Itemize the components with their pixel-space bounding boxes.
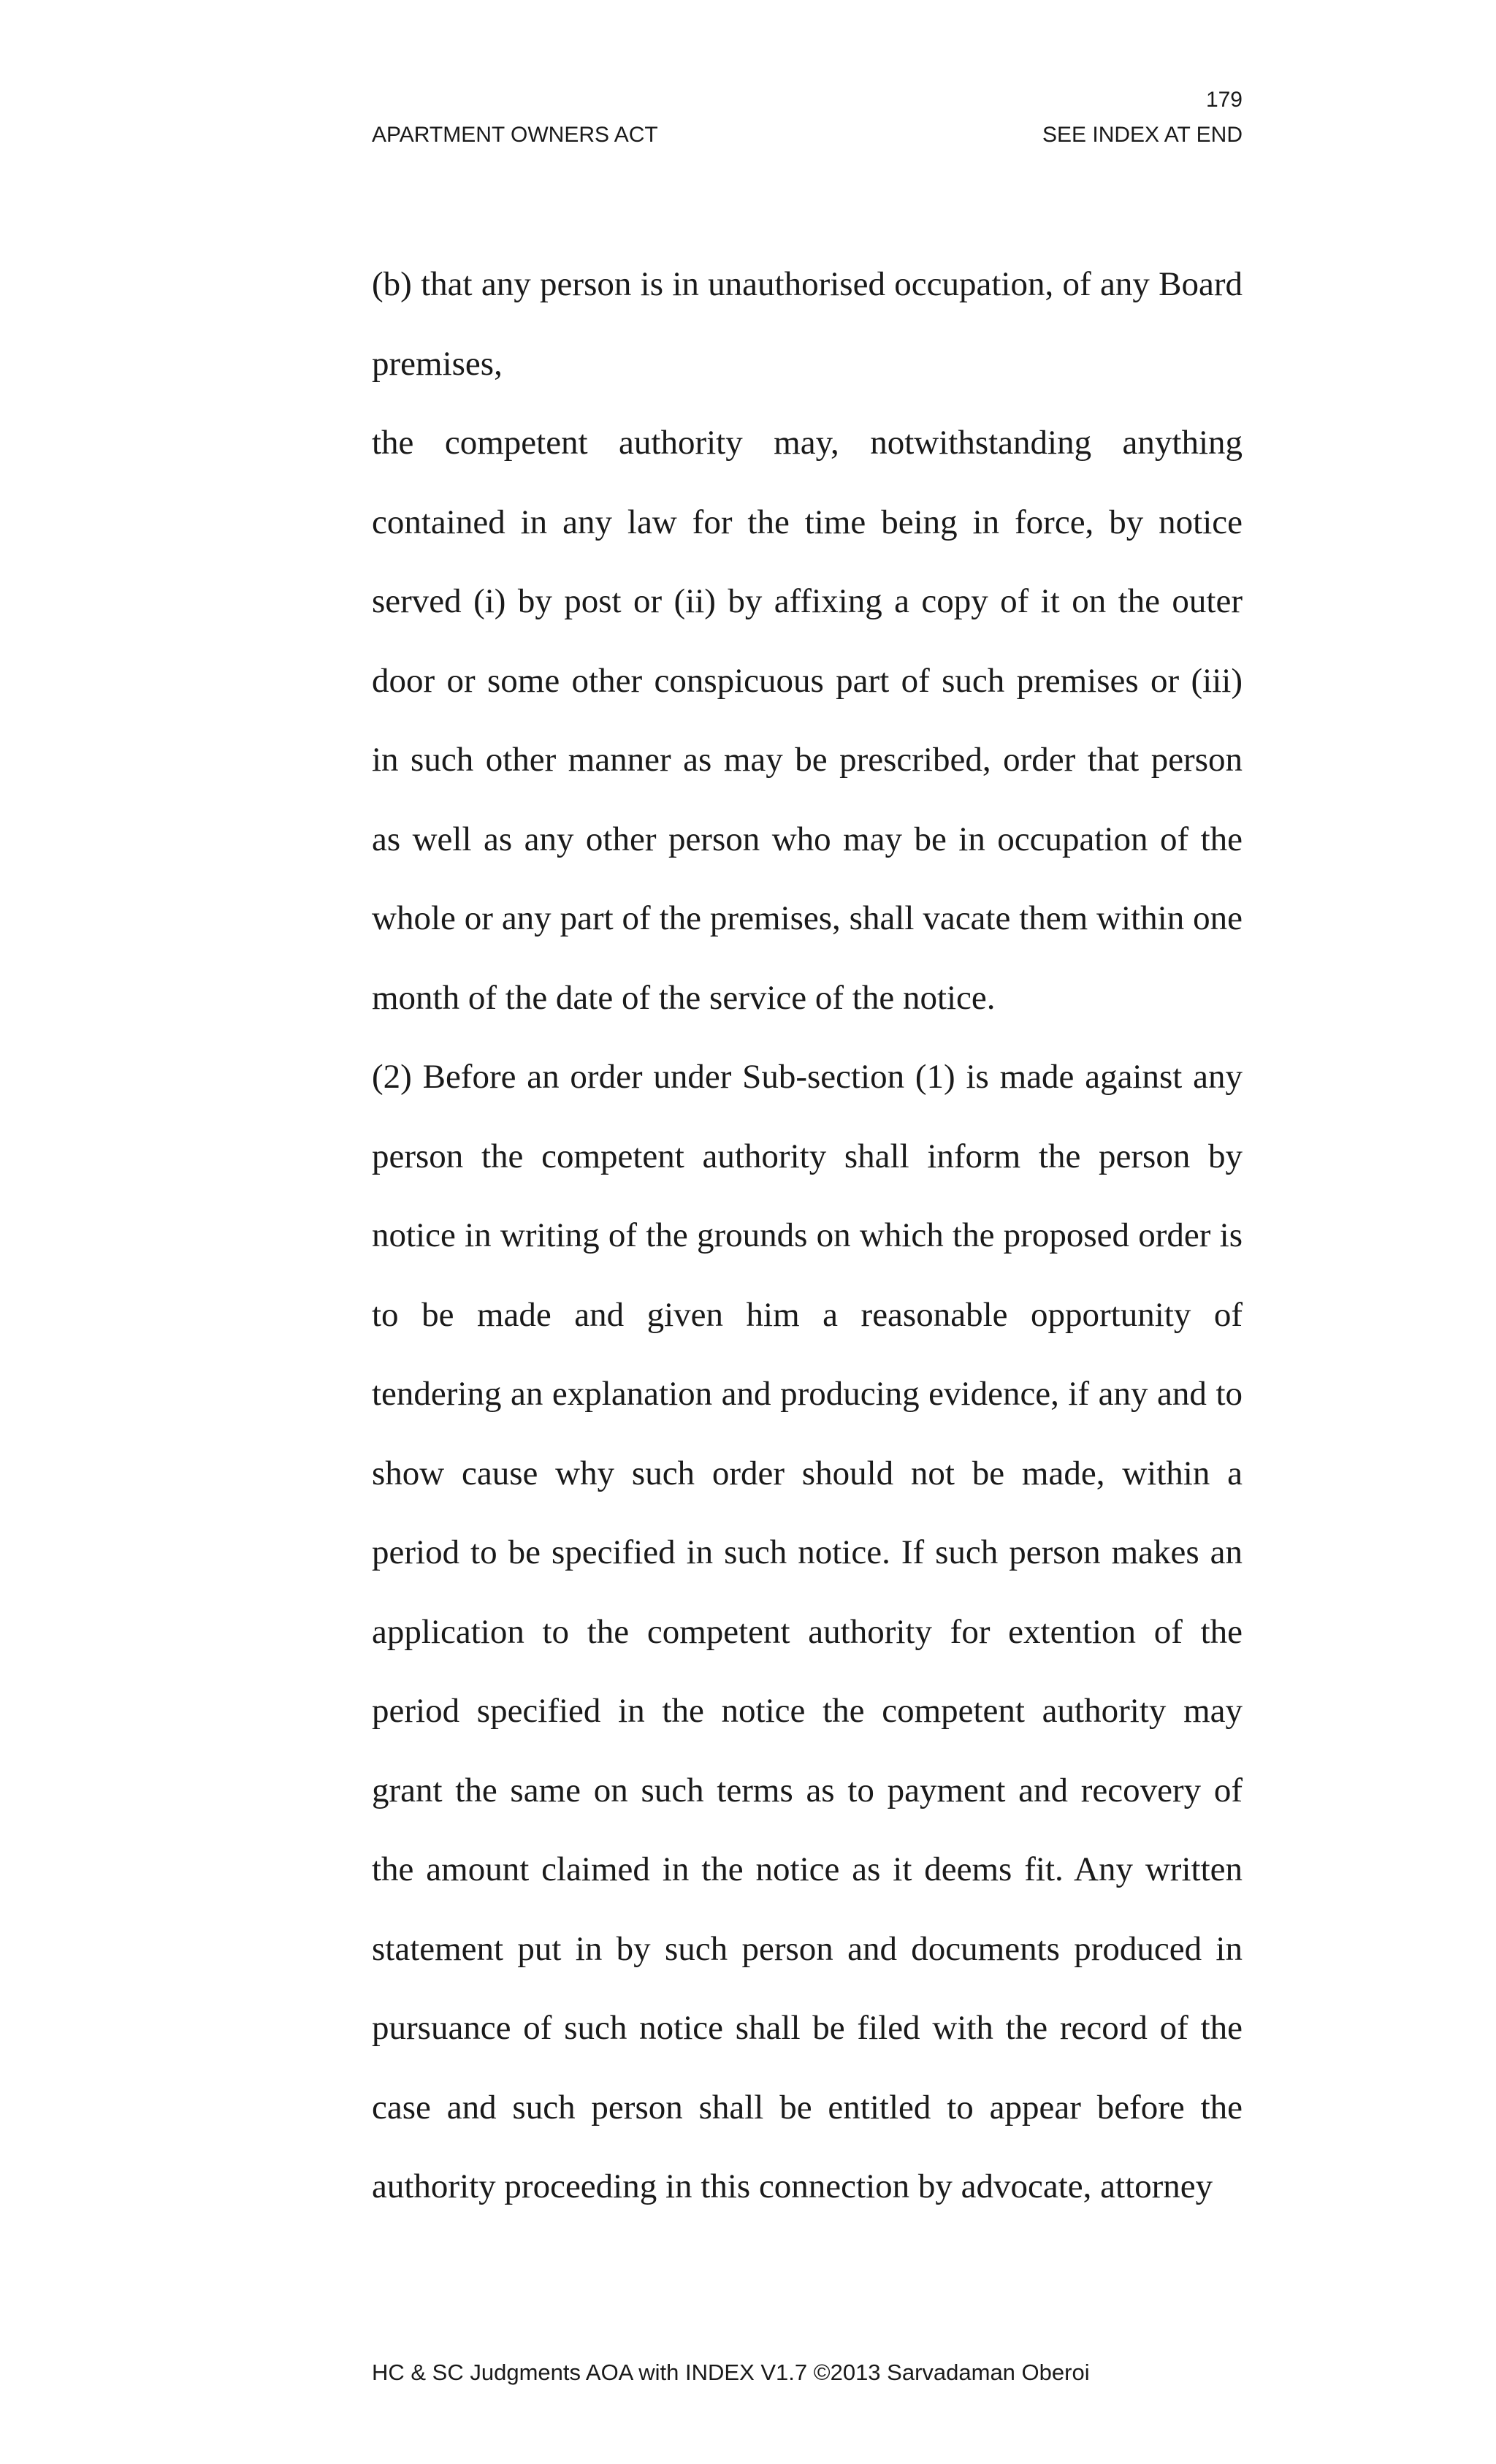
page-footer: HC & SC Judgments AOA with INDEX V1.7 ©2013 Sarvadaman Oberoi	[372, 2360, 1090, 2385]
paragraph-competent-authority: the competent authority may, notwithstanding anything contained in any law for the time being in force, by notice served (i) by post or (ii) by affixing a copy of it on the outer door or some other conspicuous part of such premises or (iii) in such other manner as may be prescribed, order that person as well as any other person who may be in occupation of the whole or any part of the premises, shall vacate them within one month of the date of the service of the notice.	[372, 424, 1243, 1017]
running-header	[372, 124, 1243, 146]
header-left-title: APARTMENT OWNERS ACT	[372, 123, 658, 147]
header-right-title: SEE INDEX AT END	[1042, 123, 1243, 147]
paragraph-subsection-2: (2) Before an order under Sub-section (1) is made against any person the competent authority shall inform the person by notice in writing of the grounds on which the proposed order is to be made and given him a reasonable opportunity of tendering an explanation and producing evidence, if any and to show cause why such order should not be made, within a period to be specified in such notice. If such person makes an application to the competent authority for extention of the period specified in the notice the competent authority may grant the same on such terms as to payment and recovery of the amount claimed in the notice as it deems fit. Any written statement put in by such person and documents produced in pursuance of such notice shall be filed with the record of the case and such person shall be entitled to appear before the authority proceeding in this connection by advocate, attorney	[372, 1058, 1243, 2205]
document-body	[372, 245, 1243, 2227]
page-number: 179	[1205, 88, 1243, 112]
paragraph-clause-b: (b) that any person is in unauthorised occupation, of any Board premises,	[372, 265, 1243, 383]
